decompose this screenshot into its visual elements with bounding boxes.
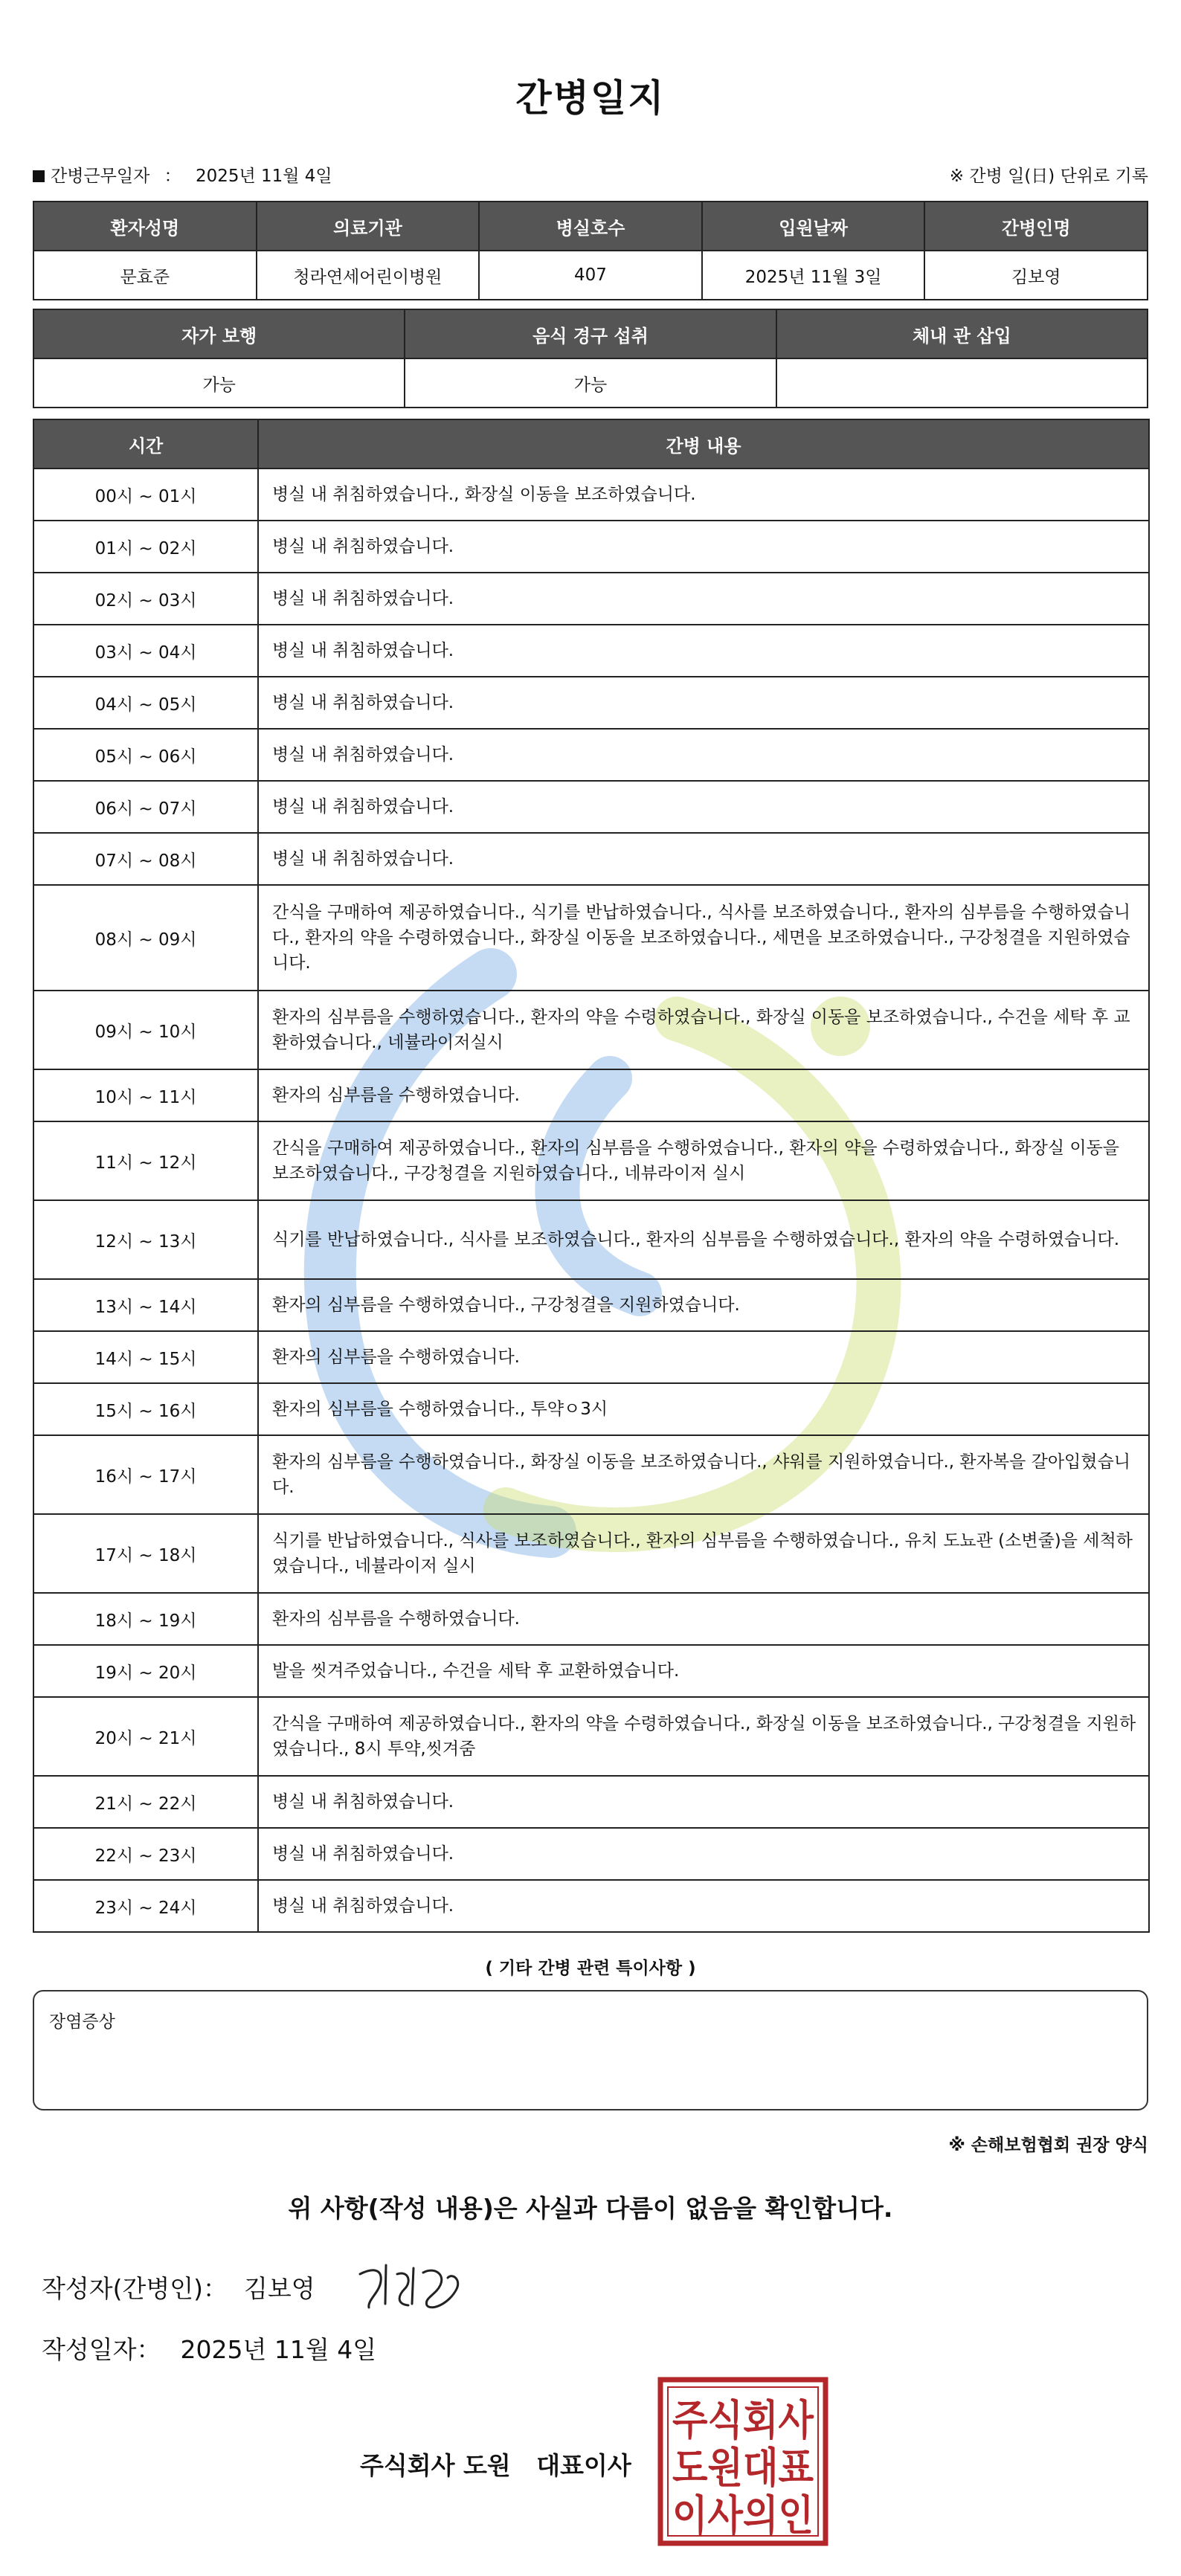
time-cell: 05시 ~ 06시 bbox=[33, 729, 258, 781]
patient-name: 문효준 bbox=[33, 251, 257, 300]
content-cell: 병실 내 취침하였습니다. bbox=[258, 521, 1149, 573]
table-row bbox=[33, 1514, 1149, 1593]
header-walking: 자가 보행 bbox=[33, 309, 405, 358]
document-title: 간병일지 bbox=[515, 77, 666, 120]
content-cell: 병실 내 취침하였습니다. bbox=[258, 625, 1149, 677]
table-row bbox=[33, 1828, 1149, 1880]
hospital-name: 청라연세어린이병원 bbox=[257, 251, 480, 300]
table-row bbox=[33, 1697, 1149, 1776]
header-time: 시간 bbox=[33, 419, 258, 468]
content-cell: 병실 내 취침하였습니다. bbox=[258, 677, 1149, 729]
recommend-note: ※ 손해보험협회 권장 양식 bbox=[948, 2136, 1148, 2155]
header-patient-name: 환자성명 bbox=[33, 202, 257, 251]
content-cell: 발을 씻겨주었습니다., 수건을 세탁 후 교환하였습니다. bbox=[258, 1645, 1149, 1697]
table-row bbox=[33, 1383, 1149, 1435]
time-cell: 02시 ~ 03시 bbox=[33, 573, 258, 625]
content-cell: 병실 내 취침하였습니다. bbox=[258, 1880, 1149, 1932]
table-row bbox=[33, 833, 1149, 885]
notes-text: 장염증상 bbox=[49, 2012, 115, 2032]
writer-label: 작성자(간병인)： bbox=[42, 2274, 228, 2303]
time-cell: 10시 ~ 11시 bbox=[33, 1069, 258, 1121]
time-cell: 11시 ~ 12시 bbox=[33, 1121, 258, 1200]
oral-intake-value: 가능 bbox=[405, 358, 776, 408]
content-cell: 환자의 심부름을 수행하였습니다., 화장실 이동을 보조하였습니다., 샤워를 지원하였습니다., 환자복을 갈아입혔습니다. bbox=[258, 1435, 1149, 1514]
content-cell: 병실 내 취침하였습니다. bbox=[258, 1776, 1149, 1828]
content-cell: 병실 내 취침하였습니다. bbox=[258, 1828, 1149, 1880]
table-row bbox=[33, 1069, 1149, 1121]
meta-row bbox=[33, 162, 1148, 192]
time-cell: 13시 ~ 14시 bbox=[33, 1279, 258, 1331]
svg-text:도원대표: 도원대표 bbox=[672, 2444, 814, 2493]
written-date-line bbox=[42, 2331, 376, 2366]
time-cell: 15시 ~ 16시 bbox=[33, 1383, 258, 1435]
time-cell: 17시 ~ 18시 bbox=[33, 1514, 258, 1593]
company-seal-stamp bbox=[657, 2377, 828, 2546]
header-content: 간병 내용 bbox=[258, 419, 1149, 468]
svg-text:이사의인: 이사의인 bbox=[672, 2492, 814, 2540]
content-cell: 간식을 구매하여 제공하였습니다., 식기를 반납하였습니다., 식사를 보조하였습니다., 환자의 심부름을 수행하였습니다., 환자의 약을 수령하였습니다., 화장실 이동을 보조하였습니다., 세면을 보조하였습니다., 구강청결을 지원하였습니다. bbox=[258, 885, 1149, 991]
time-cell: 03시 ~ 04시 bbox=[33, 625, 258, 677]
time-cell: 22시 ~ 23시 bbox=[33, 1828, 258, 1880]
tube-value bbox=[776, 358, 1148, 408]
table-row bbox=[33, 1435, 1149, 1514]
patient-status-table bbox=[33, 309, 1148, 408]
content-cell: 병실 내 취침하였습니다., 화장실 이동을 보조하였습니다. bbox=[258, 468, 1149, 521]
content-cell: 환자의 심부름을 수행하였습니다. bbox=[258, 1593, 1149, 1645]
confirm-statement: 위 사항(작성 내용)은 사실과 다름이 없음을 확인합니다. bbox=[288, 2194, 893, 2223]
writer-name: 김보영 bbox=[244, 2274, 315, 2303]
handwritten-signature bbox=[353, 2252, 479, 2319]
table-row bbox=[33, 521, 1149, 573]
content-cell: 병실 내 취침하였습니다. bbox=[258, 573, 1149, 625]
time-cell: 00시 ~ 01시 bbox=[33, 468, 258, 521]
written-date-label: 작성일자： bbox=[42, 2335, 161, 2364]
table-row bbox=[33, 1279, 1149, 1331]
time-cell: 21시 ~ 22시 bbox=[33, 1776, 258, 1828]
time-cell: 07시 ~ 08시 bbox=[33, 833, 258, 885]
care-log-table bbox=[33, 419, 1150, 1933]
square-bullet-icon bbox=[33, 170, 45, 182]
table-row bbox=[33, 468, 1149, 521]
walking-value: 가능 bbox=[33, 358, 405, 408]
work-date-sep: ： bbox=[164, 167, 181, 186]
table-row bbox=[33, 1121, 1149, 1200]
time-cell: 09시 ~ 10시 bbox=[33, 991, 258, 1069]
content-cell: 식기를 반납하였습니다., 식사를 보조하였습니다., 환자의 심부름을 수행하였습니다., 유치 도뇨관 (소변줄)을 세척하였습니다., 네뷸라이저 실시 bbox=[258, 1514, 1149, 1593]
content-cell: 병실 내 취침하였습니다. bbox=[258, 781, 1149, 833]
caregiver-name: 김보영 bbox=[924, 251, 1148, 300]
table-row bbox=[33, 1331, 1149, 1383]
admission-date: 2025년 11월 3일 bbox=[702, 251, 925, 300]
time-cell: 06시 ~ 07시 bbox=[33, 781, 258, 833]
time-cell: 01시 ~ 02시 bbox=[33, 521, 258, 573]
table-row bbox=[33, 885, 1149, 991]
time-cell: 20시 ~ 21시 bbox=[33, 1697, 258, 1776]
table-row bbox=[33, 781, 1149, 833]
time-cell: 23시 ~ 24시 bbox=[33, 1880, 258, 1932]
content-cell: 환자의 심부름을 수행하였습니다., 구강청결을 지원하였습니다. bbox=[258, 1279, 1149, 1331]
table-row bbox=[33, 729, 1149, 781]
table-row bbox=[33, 1880, 1149, 1932]
header-room: 병실호수 bbox=[479, 202, 702, 251]
writer-line bbox=[42, 2270, 315, 2305]
header-tube: 체내 관 삽입 bbox=[776, 309, 1148, 358]
work-date bbox=[33, 162, 332, 187]
content-cell: 환자의 심부름을 수행하였습니다., 투약ㅇ3시 bbox=[258, 1383, 1149, 1435]
table-row bbox=[33, 1593, 1149, 1645]
table-row bbox=[33, 625, 1149, 677]
time-cell: 14시 ~ 15시 bbox=[33, 1331, 258, 1383]
table-row bbox=[33, 677, 1149, 729]
content-cell: 병실 내 취침하였습니다. bbox=[258, 833, 1149, 885]
time-cell: 19시 ~ 20시 bbox=[33, 1645, 258, 1697]
content-cell: 환자의 심부름을 수행하였습니다., 환자의 약을 수령하였습니다., 화장실 이동을 보조하였습니다., 수건을 세탁 후 교환하였습니다., 네뷸라이저실시 bbox=[258, 991, 1149, 1069]
notes-box bbox=[33, 1990, 1148, 2110]
patient-info-table bbox=[33, 201, 1148, 300]
time-cell: 18시 ~ 19시 bbox=[33, 1593, 258, 1645]
company-name: 주식회사 도원 대표이사 bbox=[360, 2451, 631, 2480]
unit-note: ※ 간병 일(日) 단위로 기록 bbox=[949, 167, 1148, 186]
work-date-value: 2025년 11월 4일 bbox=[195, 167, 332, 186]
room-number: 407 bbox=[479, 251, 702, 300]
content-cell: 식기를 반납하였습니다., 식사를 보조하였습니다., 환자의 심부름을 수행하였습니다., 환자의 약을 수령하였습니다. bbox=[258, 1200, 1149, 1279]
table-row bbox=[33, 991, 1149, 1069]
svg-text:주식회사: 주식회사 bbox=[672, 2397, 814, 2445]
time-cell: 16시 ~ 17시 bbox=[33, 1435, 258, 1514]
time-cell: 12시 ~ 13시 bbox=[33, 1200, 258, 1279]
content-cell: 간식을 구매하여 제공하였습니다., 환자의 심부름을 수행하였습니다., 환자의 약을 수령하였습니다., 화장실 이동을 보조하였습니다., 구강청결을 지원하였습니다., 네뷰라이저 실시 bbox=[258, 1121, 1149, 1200]
notes-title: ( 기타 간병 관련 특이사항 ) bbox=[485, 1959, 696, 1978]
header-oral-intake: 음식 경구 섭취 bbox=[405, 309, 776, 358]
table-row bbox=[33, 1200, 1149, 1279]
content-cell: 병실 내 취침하였습니다. bbox=[258, 729, 1149, 781]
written-date-value: 2025년 11월 4일 bbox=[180, 2335, 377, 2364]
table-row bbox=[33, 1645, 1149, 1697]
table-row bbox=[33, 573, 1149, 625]
header-admission-date: 입원날짜 bbox=[702, 202, 925, 251]
time-cell: 04시 ~ 05시 bbox=[33, 677, 258, 729]
work-date-label: 간병근무일자 bbox=[51, 167, 150, 186]
content-cell: 환자의 심부름을 수행하였습니다. bbox=[258, 1331, 1149, 1383]
header-caregiver: 간병인명 bbox=[924, 202, 1148, 251]
header-hospital: 의료기관 bbox=[257, 202, 480, 251]
table-row bbox=[33, 1776, 1149, 1828]
content-cell: 환자의 심부름을 수행하였습니다. bbox=[258, 1069, 1149, 1121]
content-cell: 간식을 구매하여 제공하였습니다., 환자의 약을 수령하였습니다., 화장실 이동을 보조하였습니다., 구강청결을 지원하였습니다., 8시 투약,씻겨줌 bbox=[258, 1697, 1149, 1776]
time-cell: 08시 ~ 09시 bbox=[33, 885, 258, 991]
